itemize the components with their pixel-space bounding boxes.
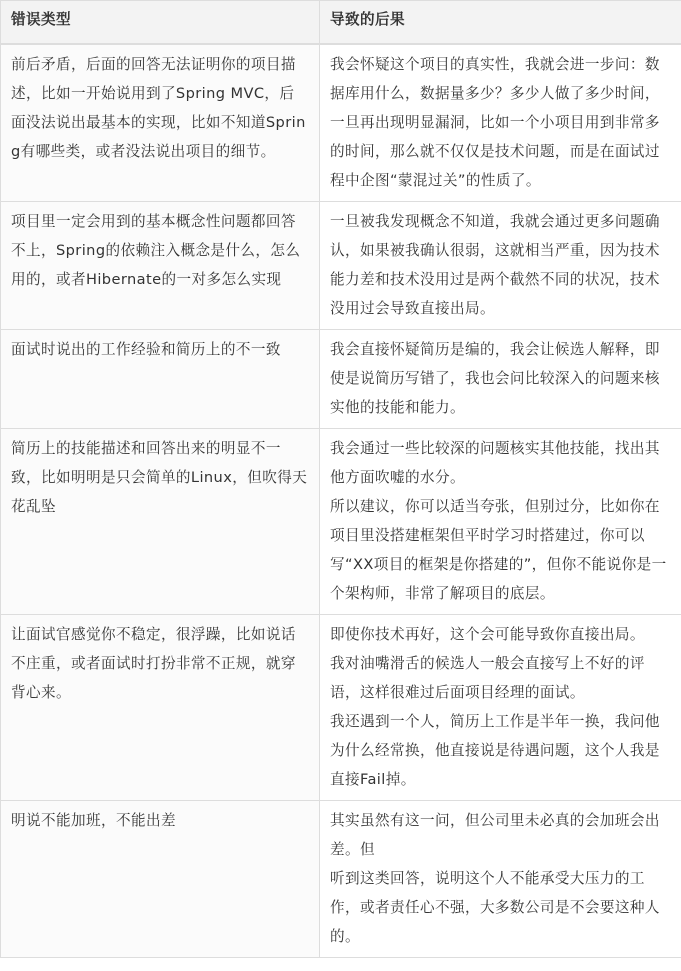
consequence-cell <box>320 615 681 801</box>
header-consequence: 导致的后果 <box>320 1 681 45</box>
table-row <box>1 202 681 330</box>
consequence-paragraph: 听到这类回答，说明这个人不能承受大压力的工作，或者责任心不强，大多数公司是不会要这种人的。 <box>330 870 660 945</box>
error-type-cell: 面试时说出的工作经验和简历上的不一致 <box>1 330 320 429</box>
error-type-cell: 前后矛盾，后面的回答无法证明你的项目描述，比如一开始说用到了Spring MVC，后面没法说出最基本的实现，比如不知道Spring有哪些类，或者没法说出项目的细节。 <box>1 44 320 202</box>
consequence-cell <box>320 44 681 202</box>
table-row <box>1 801 681 958</box>
table-row <box>1 615 681 801</box>
consequence-cell <box>320 429 681 615</box>
table-row <box>1 44 681 202</box>
error-type-cell: 简历上的技能描述和回答出来的明显不一致，比如明明是只会简单的Linux，但吹得天花乱坠 <box>1 429 320 615</box>
consequence-paragraph: 我还遇到一个人，简历上工作是半年一换，我问他为什么经常换，他直接说是待遇问题，这个人我是直接Fail掉。 <box>330 713 660 788</box>
consequence-paragraph: 我对油嘴滑舌的候选人一般会直接写上不好的评语，这样很难过后面项目经理的面试。 <box>330 655 645 701</box>
table-row <box>1 429 681 615</box>
error-type-cell: 项目里一定会用到的基本概念性问题都回答不上，Spring的依赖注入概念是什么，怎么用的，或者Hibernate的一对多怎么实现 <box>1 202 320 330</box>
header-error-type: 错误类型 <box>1 1 320 45</box>
consequence-paragraph: 其实虽然有这一问，但公司里未必真的会加班会出差。但 <box>330 812 660 858</box>
error-type-cell: 让面试官感觉你不稳定，很浮躁，比如说话不庄重，或者面试时打扮非常不正规，就穿背心来。 <box>1 615 320 801</box>
consequence-cell <box>320 202 681 330</box>
table-row <box>1 330 681 429</box>
consequence-paragraph: 所以建议，你可以适当夸张，但别过分，比如你在项目里没搭建框架但平时学习时搭建过，你可以写“XX项目的框架是你搭建的”，但你不能说你是一个架构师，非常了解项目的底层。 <box>330 498 667 602</box>
error-type-cell: 明说不能加班，不能出差 <box>1 801 320 958</box>
consequence-paragraph: 一旦被我发现概念不知道，我就会通过更多问题确认，如果被我确认很弱，这就相当严重，因为技术能力差和技术没用过是两个截然不同的状况，技术没用过会导致直接出局。 <box>330 213 660 317</box>
consequence-cell <box>320 801 681 958</box>
consequence-cell <box>320 330 681 429</box>
consequence-paragraph: 我会直接怀疑简历是编的，我会让候选人解释，即使是说简历写错了，我也会问比较深入的问题来核实他的技能和能力。 <box>330 341 660 416</box>
consequence-paragraph: 我会怀疑这个项目的真实性，我就会进一步问：数据库用什么，数据量多少？多少人做了多少时间，一旦再出现明显漏洞，比如一个小项目用到非常多的时间，那么就不仅仅是技术问题，而是在面试过程中企图“蒙混过关”的性质了。 <box>330 56 660 189</box>
header-row <box>1 1 681 45</box>
consequence-paragraph: 即使你技术再好，这个会可能导致你直接出局。 <box>330 626 645 643</box>
consequence-paragraph: 我会通过一些比较深的问题核实其他技能，找出其他方面吹嘘的水分。 <box>330 440 660 486</box>
